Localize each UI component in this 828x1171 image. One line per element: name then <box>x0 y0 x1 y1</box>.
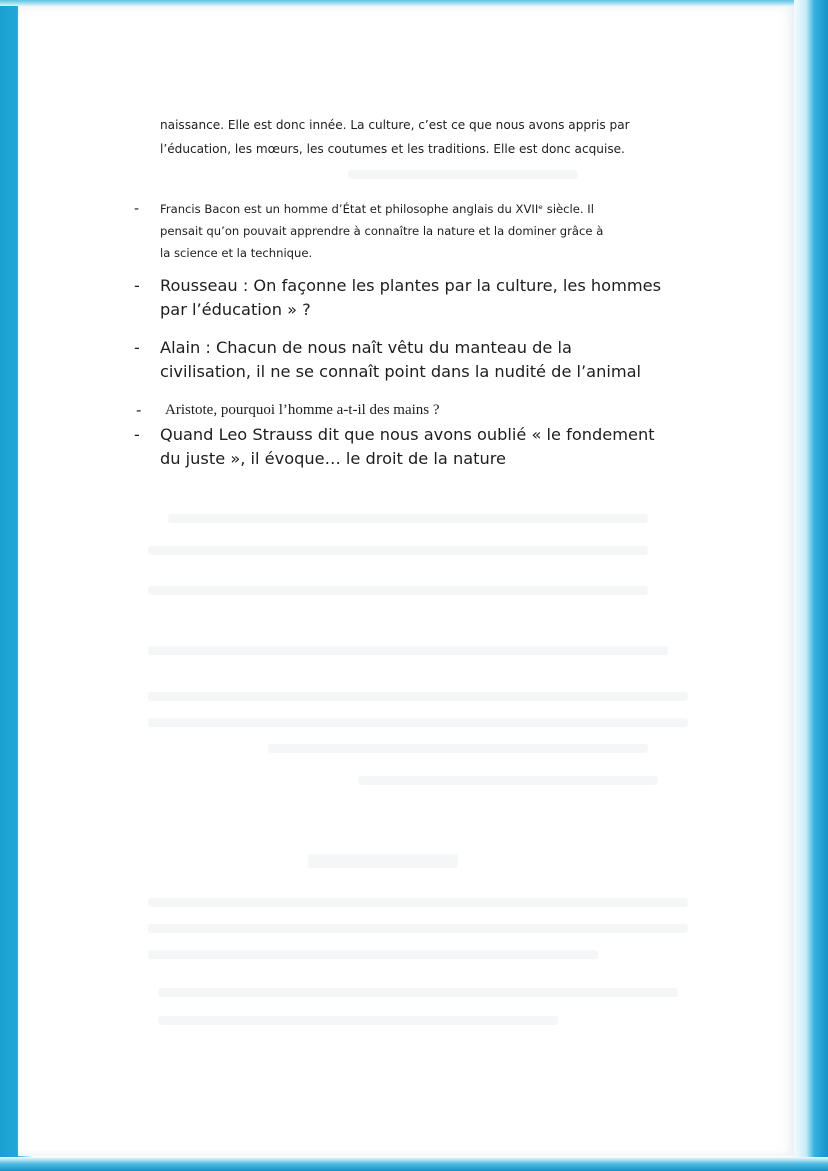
bullet-text <box>165 400 440 420</box>
bullet-line: Quand Leo Strauss dit que nous avons oublié « le fondement <box>160 425 655 444</box>
bullet-line: du juste », il évoque… le droit de la nature <box>160 449 506 468</box>
bullet-item-strauss <box>134 423 714 471</box>
intro-line: naissance. Elle est donc innée. La culture, c’est ce que nous avons appris par <box>160 118 630 132</box>
bullet-dash: - <box>134 425 140 444</box>
bullet-line: Alain : Chacun de nous naît vêtu du manteau de la <box>160 338 572 357</box>
bullet-item-bacon <box>134 198 714 264</box>
bullet-text <box>160 336 641 384</box>
bullet-line: par l’éducation » ? <box>160 300 311 319</box>
bullet-text <box>160 198 603 264</box>
bullet-line: Rousseau : On façonne les plantes par la culture, les hommes <box>160 276 661 295</box>
bullet-dash: - <box>134 338 140 357</box>
bullet-line: Aristote, pourquoi l’homme a-t-il des mains ? <box>165 402 440 418</box>
bullet-line: pensait qu’on pouvait apprendre à connaître la nature et la dominer grâce à <box>160 224 604 238</box>
bullet-line: civilisation, il ne se connaît point dans la nudité de l’animal <box>160 362 642 381</box>
bullet-line: la science et la technique. <box>160 246 313 260</box>
bullet-dash: - <box>134 276 140 295</box>
bullet-item-rousseau <box>134 274 714 322</box>
bullet-line: Francis Bacon est un homme d’État et philosophe anglais du XVIIᵉ siècle. Il <box>160 202 594 216</box>
bullet-dash: - <box>136 401 142 419</box>
bullet-text <box>160 423 655 471</box>
bullet-item-alain <box>134 336 714 384</box>
intro-paragraph <box>160 113 695 161</box>
bullet-item-aristote <box>136 400 716 420</box>
bullet-dash: - <box>134 201 140 217</box>
intro-line: l’éducation, les mœurs, les coutumes et les traditions. Elle est donc acquise. <box>160 142 625 156</box>
bullet-text <box>160 274 661 322</box>
